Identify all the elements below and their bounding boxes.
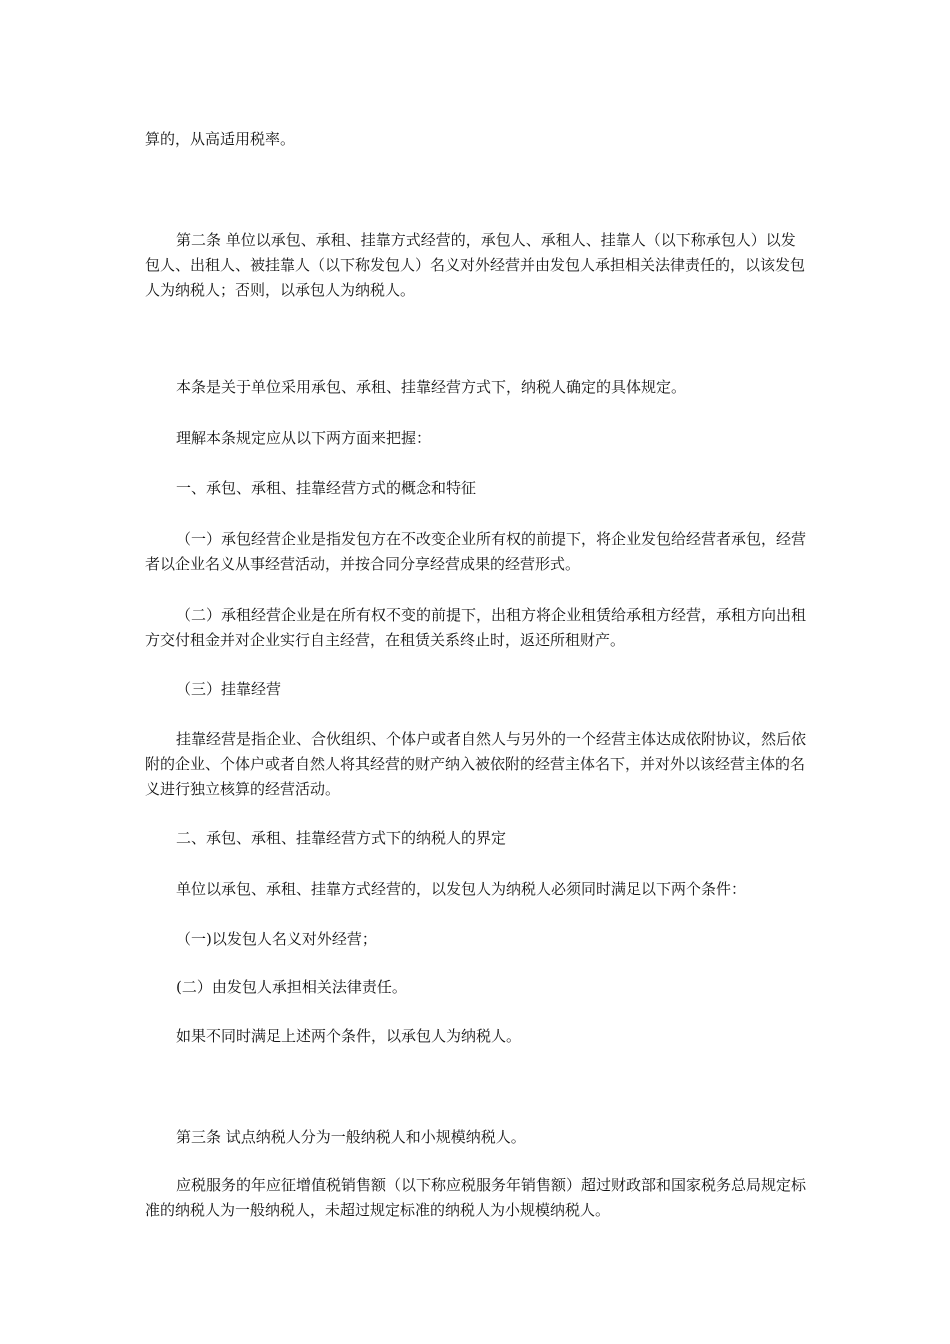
paragraph-8: （三）挂靠经营	[176, 680, 282, 698]
paragraph-15-article-3: 第三条 试点纳税人分为一般纳税人和小规模纳税人。	[176, 1128, 526, 1146]
paragraph-14: 如果不同时满足上述两个条件，以承包人为纳税人。	[176, 1027, 522, 1045]
paragraph-11: 单位以承包、承租、挂靠方式经营的，以发包人为纳税人必须同时满足以下两个条件：	[176, 880, 747, 898]
paragraph-13: (二）由发包人承担相关法律责任。	[176, 978, 407, 996]
paragraph-1: 算的，从高适用税率。	[145, 130, 296, 148]
paragraph-4: 理解本条规定应从以下两方面来把握：	[176, 429, 432, 447]
paragraph-6: （一）承包经营企业是指发包方在不改变企业所有权的前提下，将企业发包给经营者承包，经营者以企业名义从事经营活动，并按合同分享经营成果的经营形式。	[145, 530, 807, 573]
paragraph-9: 挂靠经营是指企业、合伙组织、个体户或者自然人与另外的一个经营主体达成依附协议，然后依附的企业、个体户或者自然人将其经营的财产纳入被依附的经营主体名下，并对外以该经营主体的名义进行独立核算的经营活动。	[145, 730, 807, 798]
paragraph-10-heading-2: 二、承包、承租、挂靠经营方式下的纳税人的界定	[176, 829, 507, 847]
paragraph-7: （二）承租经营企业是在所有权不变的前提下，出租方将企业租赁给承租方经营，承租方向出租方交付租金并对企业实行自主经营，在租赁关系终止时，返还所租财产。	[145, 606, 807, 649]
paragraph-16: 应税服务的年应征增值税销售额（以下称应税服务年销售额）超过财政部和国家税务总局规定标准的纳税人为一般纳税人，未超过规定标准的纳税人为小规模纳税人。	[145, 1176, 807, 1219]
paragraph-12: （一)以发包人名义对外经营；	[176, 930, 377, 948]
paragraph-5-heading-1: 一、承包、承租、挂靠经营方式的概念和特征	[176, 479, 477, 497]
paragraph-3: 本条是关于单位采用承包、承租、挂靠经营方式下，纳税人确定的具体规定。	[176, 378, 687, 396]
paragraph-2-article-2: 第二条 单位以承包、承租、挂靠方式经营的，承包人、承租人、挂靠人（以下称承包人）以发包人、出租人、被挂靠人（以下称发包人）名义对外经营并由发包人承担相关法律责任的，以该发包人为纳税人；否则，以承包人为纳税人。	[145, 231, 806, 299]
